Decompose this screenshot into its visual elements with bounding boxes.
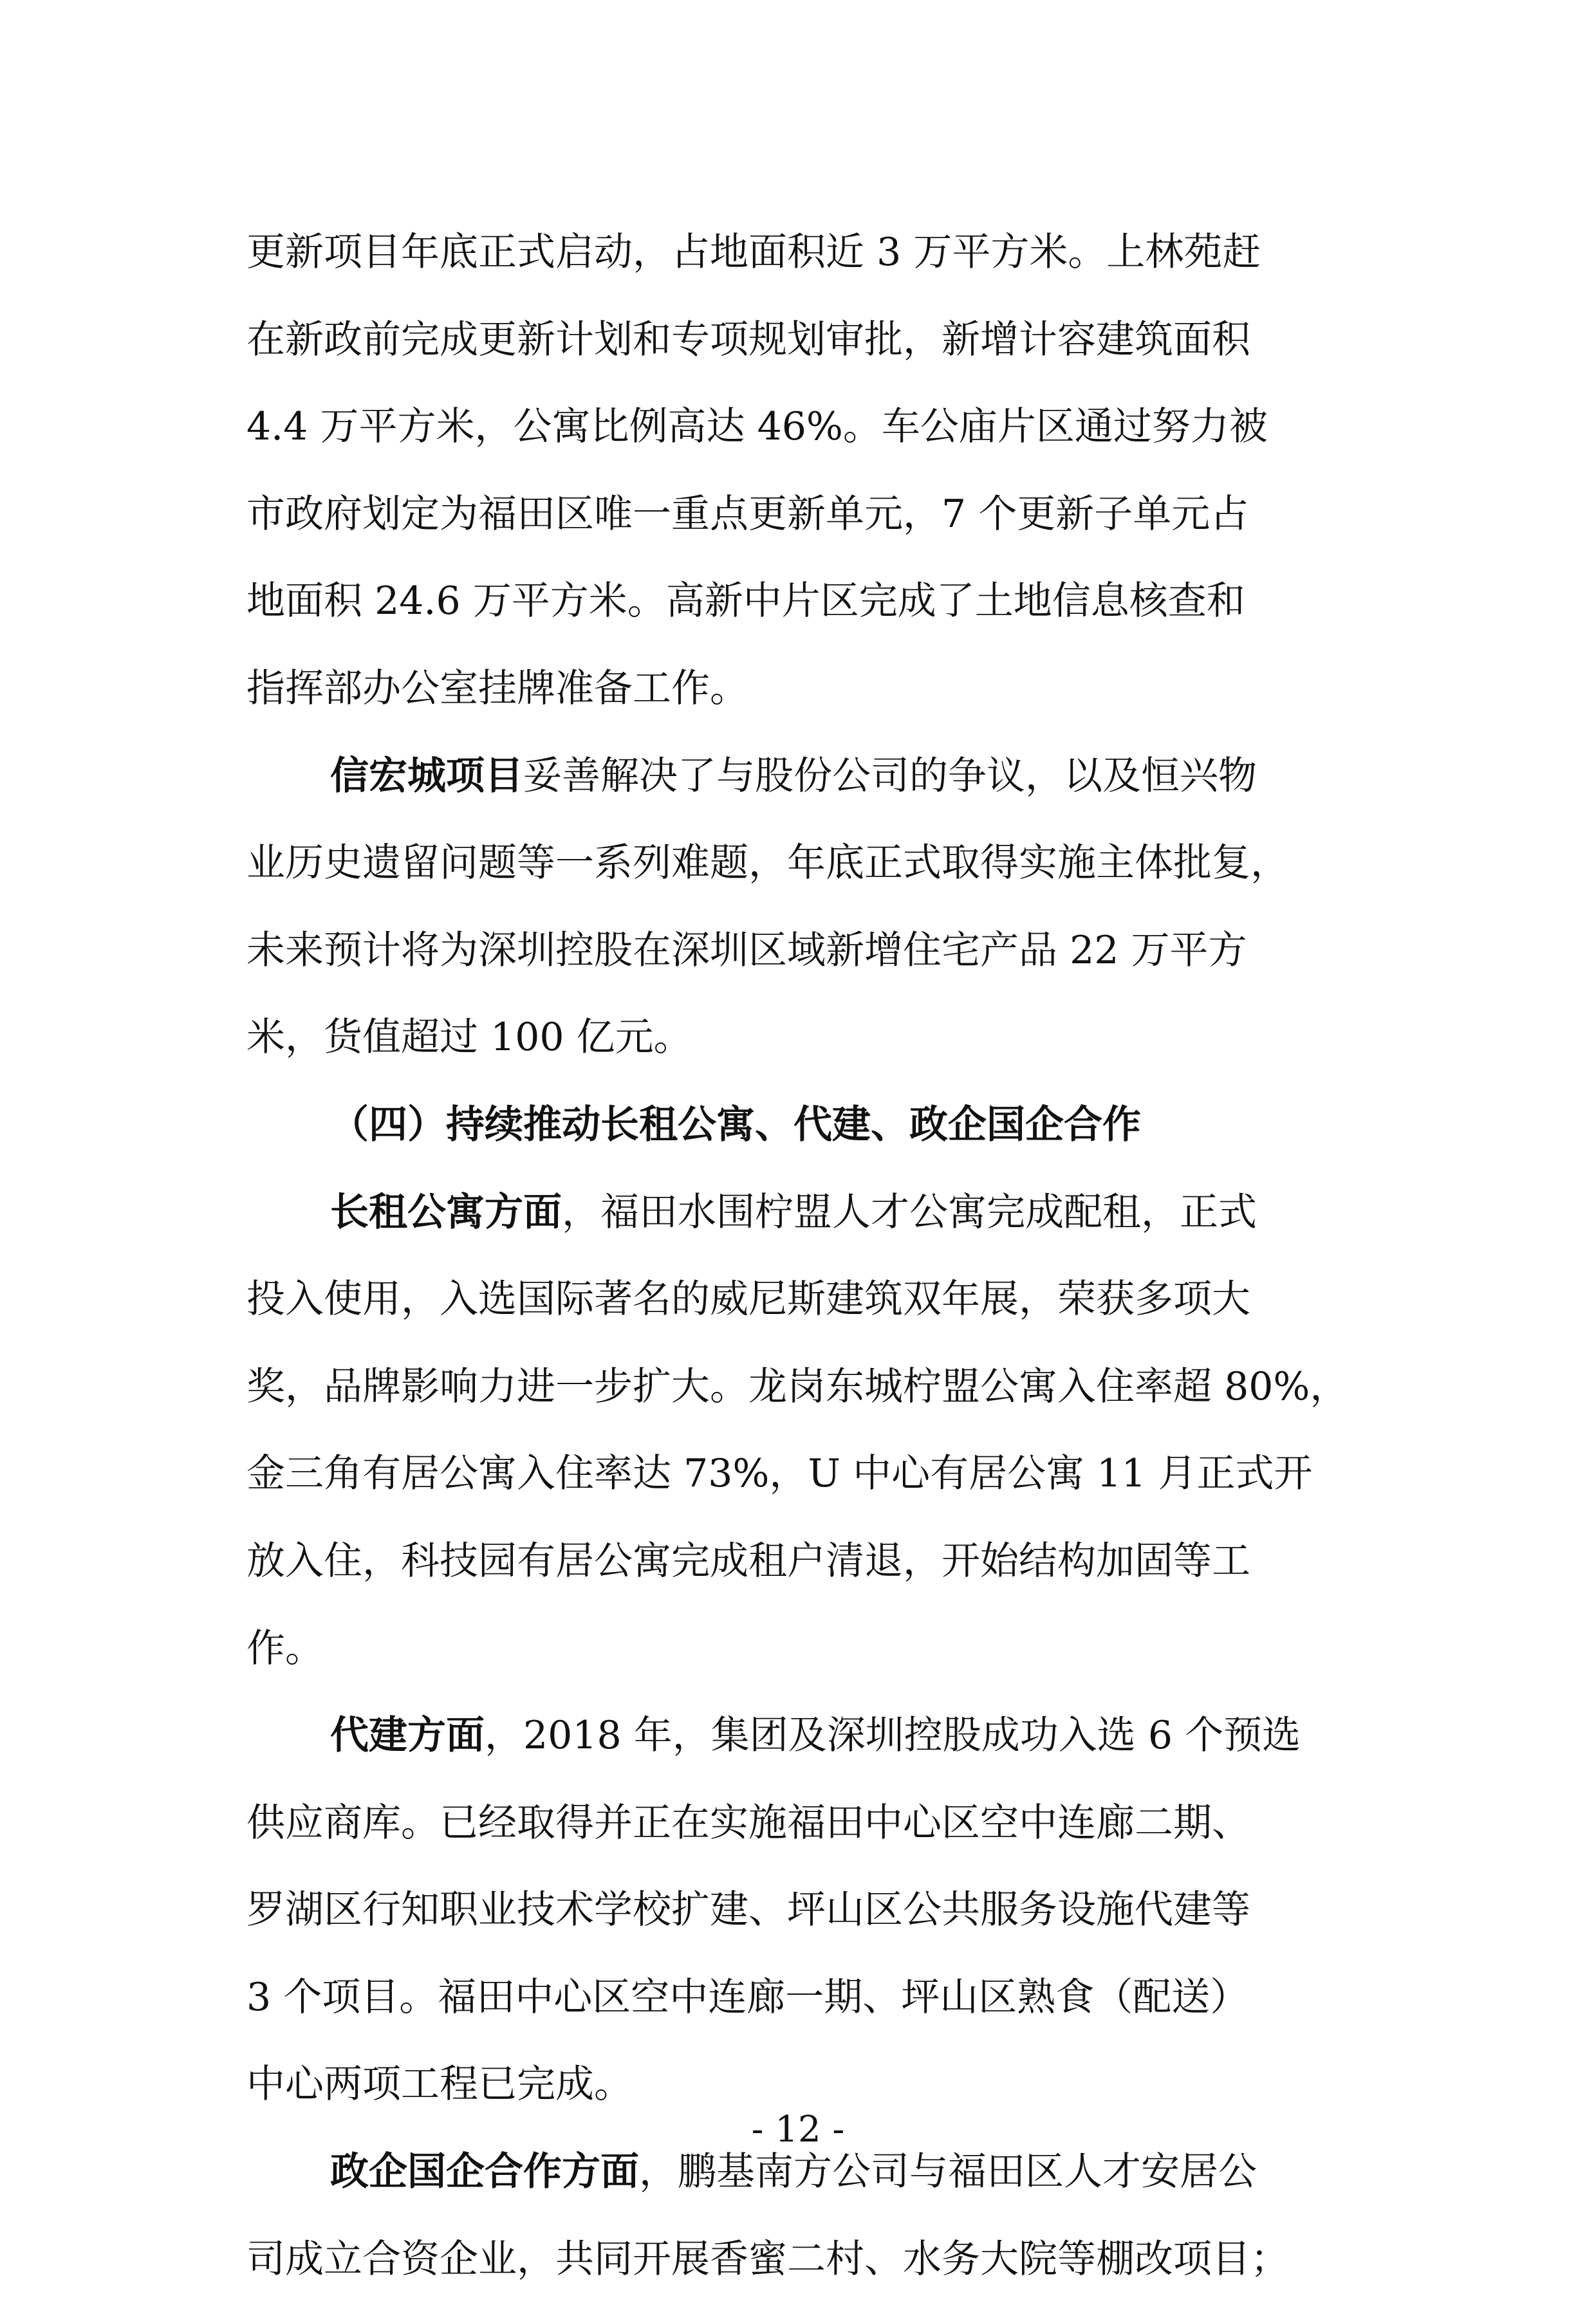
body-line: 更新项目年底正式启动，占地面积近 3 万平方米。上林苑赶 — [246, 230, 1261, 275]
body-line: 地面积 24.6 万平方米。高新中片区完成了土地信息核查和 — [246, 578, 1245, 624]
body-line: 市政府划定为福田区唯一重点更新单元，7 个更新子单元占 — [246, 491, 1249, 537]
body-line: 未来预计将为深圳控股在深圳区域新增住宅产品 22 万平方 — [246, 927, 1247, 973]
body-line: 投入使用，入选国际著名的威尼斯建筑双年展，荣获多项大 — [246, 1277, 1250, 1322]
paragraph-lead-daijian: 代建方面 — [330, 1713, 485, 1759]
body-line: 业历史遗留问题等一系列难题，年底正式取得实施主体批复， — [246, 840, 1289, 886]
document-body — [246, 209, 1353, 2303]
body-line: 司成立合资企业，共同开展香蜜二村、水务大院等棚改项目； — [246, 2236, 1289, 2282]
body-line: 奖，品牌影响力进一步扩大。龙岗东城柠盟公寓入住率超 80%， — [246, 1364, 1349, 1409]
paragraph-text: 妥善解决了与股份公司的争议，以及恒兴物 — [523, 753, 1257, 799]
paragraph-text: ，2018 年，集团及深圳控股成功入选 6 个预选 — [485, 1713, 1301, 1759]
body-line: 4.4 万平方米，公寓比例高达 46%。车公庙片区通过努力被 — [246, 404, 1268, 450]
paragraph-lead-xinhong: 信宏城项目 — [330, 753, 523, 799]
body-line: 3 个项目。福田中心区空中连廊一期、坪山区熟食（配送） — [246, 1974, 1249, 2020]
paragraph-daijian-first-line — [246, 1692, 1353, 1780]
body-line: 放入住，科技园有居公寓完成租户清退，开始结构加固等工 — [246, 1538, 1250, 1584]
paragraph-text: ，鹏基南方公司与福田区人才安居公 — [639, 2149, 1257, 2195]
body-line: 供应商库。已经取得并正在实施福田中心区空中连廊二期、 — [246, 1800, 1250, 1845]
body-line: 在新政前完成更新计划和专项规划审批，新增计容建筑面积 — [246, 317, 1250, 362]
paragraph-xinhong-first-line — [246, 733, 1353, 820]
body-line: 作。 — [246, 1625, 324, 1671]
paragraph-lead-rental: 长租公寓方面 — [330, 1189, 562, 1235]
paragraph-lead-coop: 政企国企合作方面 — [330, 2149, 639, 2195]
body-line: 指挥部办公室挂牌准备工作。 — [246, 665, 748, 711]
paragraph-text: ，福田水围柠盟人才公寓完成配租，正式 — [562, 1189, 1257, 1235]
page-number: - 12 - — [751, 2109, 845, 2150]
paragraph-rental-first-line — [246, 1169, 1353, 1257]
body-line: 米，货值超过 100 亿元。 — [246, 1015, 692, 1060]
body-line: 罗湖区行知职业技术学校扩建、坪山区公共服务设施代建等 — [246, 1887, 1250, 1933]
section-heading-4: （四）持续推动长租公寓、代建、政企国企合作 — [330, 1102, 1141, 1147]
body-line: 金三角有居公寓入住率达 73%，U 中心有居公寓 11 月正式开 — [246, 1451, 1313, 1497]
body-line: 中心两项工程已完成。 — [246, 2062, 633, 2107]
